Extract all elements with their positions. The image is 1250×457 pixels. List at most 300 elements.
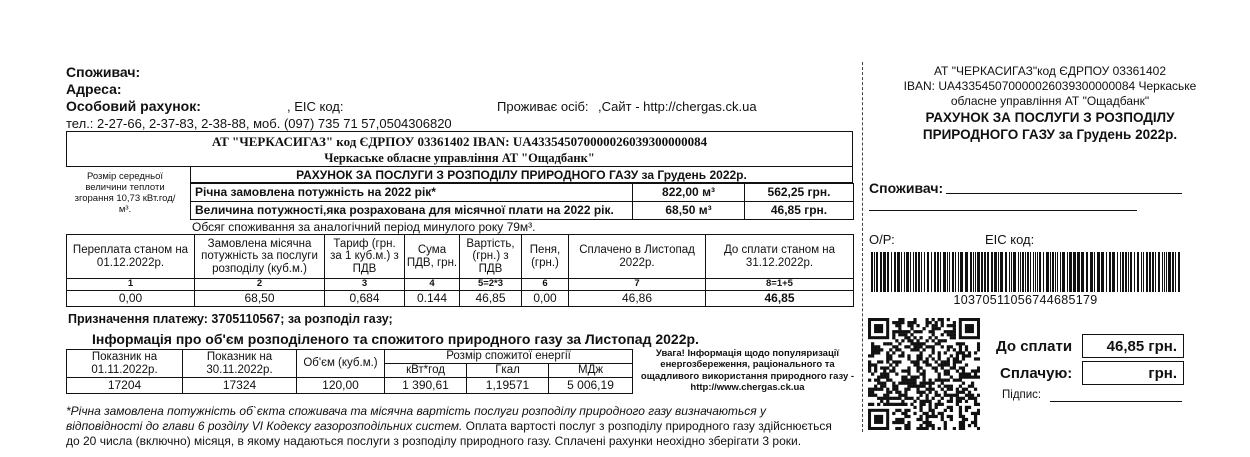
qr-module xyxy=(907,354,910,357)
barcode-bar xyxy=(1039,252,1041,292)
attention-note: Увага! Інформація щодо популяризації енергозбереження, раціонального та ощадливого використання природного газу - http://www.chergas.ck.ua xyxy=(640,348,855,394)
meter-value-row xyxy=(67,378,633,394)
qr-module xyxy=(901,351,904,354)
qr-module xyxy=(932,351,935,354)
qr-module xyxy=(898,330,901,333)
qr-module xyxy=(974,372,977,375)
qr-module xyxy=(889,342,892,345)
barcode-bar xyxy=(1025,252,1026,292)
qr-module xyxy=(919,354,922,357)
qr-module xyxy=(932,412,935,415)
meter-table xyxy=(66,349,633,394)
qr-module xyxy=(904,427,907,430)
stub-bank-line-2: IBAN: UA433545070000026039300000084 Черкаське xyxy=(903,79,1197,93)
address-label: Адреса: xyxy=(66,81,122,97)
qr-module xyxy=(977,345,980,348)
qr-module xyxy=(874,351,877,354)
qr-module xyxy=(938,403,941,406)
qr-module xyxy=(956,351,959,354)
qr-module xyxy=(938,327,941,330)
qr-module xyxy=(916,427,919,430)
qr-module xyxy=(956,388,959,391)
stub-title-line-2: ПРИРОДНОГО ГАЗУ за Грудень 2022р. xyxy=(922,126,1178,142)
qr-module xyxy=(953,360,956,363)
qr-module xyxy=(919,345,922,348)
qr-module xyxy=(953,363,956,366)
qr-module xyxy=(907,379,910,382)
qr-module xyxy=(938,363,941,366)
qr-module xyxy=(898,382,901,385)
qr-module xyxy=(926,418,929,421)
qr-module xyxy=(977,369,980,372)
qr-module xyxy=(874,394,877,397)
qr-module xyxy=(874,385,877,388)
qr-module xyxy=(916,339,919,342)
qr-module xyxy=(938,394,941,397)
stub-paying-input[interactable] xyxy=(1082,361,1184,385)
qr-module xyxy=(929,321,932,324)
qr-module xyxy=(895,388,898,391)
qr-module xyxy=(971,369,974,372)
qr-module xyxy=(944,360,947,363)
residents-label: Проживає осіб: xyxy=(497,99,589,114)
qr-module xyxy=(938,412,941,415)
header-to-pay: До сплати станом на 31.12.2022р. xyxy=(706,235,854,279)
qr-module xyxy=(956,391,959,394)
qr-module xyxy=(950,415,953,418)
qr-module xyxy=(922,372,925,375)
qr-module xyxy=(956,397,959,400)
qr-module xyxy=(877,360,880,363)
qr-module xyxy=(904,345,907,348)
barcode-bar xyxy=(1134,252,1135,292)
barcode-bar xyxy=(977,252,980,292)
barcode-bar xyxy=(924,252,925,292)
qr-module xyxy=(916,360,919,363)
qr-module xyxy=(883,342,886,345)
qr-module xyxy=(953,321,956,324)
barcode-bar xyxy=(998,252,999,292)
qr-module xyxy=(898,394,901,397)
barcode-bar xyxy=(1057,252,1058,292)
barcode-bar xyxy=(1164,252,1165,292)
qr-module xyxy=(892,421,895,424)
qr-module xyxy=(974,412,977,415)
barcode-bar xyxy=(1130,252,1132,292)
qr-module xyxy=(889,391,892,394)
qr-module xyxy=(932,409,935,412)
header-energy: Розмір спожитої енергії xyxy=(385,350,633,364)
qr-module xyxy=(886,360,889,363)
value-to-pay: 46,85 xyxy=(706,291,854,307)
qr-module xyxy=(977,366,980,369)
qr-module xyxy=(883,403,886,406)
qr-module xyxy=(941,333,944,336)
qr-module xyxy=(926,388,929,391)
qr-module xyxy=(904,394,907,397)
qr-module xyxy=(965,376,968,379)
qr-module xyxy=(932,327,935,330)
qr-module xyxy=(910,376,913,379)
qr-module xyxy=(968,406,971,409)
barcode-bar xyxy=(987,252,989,292)
qr-module xyxy=(944,372,947,375)
qr-module xyxy=(907,397,910,400)
qr-module xyxy=(974,357,977,360)
qr-module xyxy=(947,415,950,418)
barcode-bar xyxy=(1090,252,1093,292)
qr-module xyxy=(950,418,953,421)
qr-module xyxy=(895,397,898,400)
qr-module xyxy=(883,369,886,372)
qr-module xyxy=(919,366,922,369)
qr-module xyxy=(889,348,892,351)
qr-module xyxy=(916,385,919,388)
qr-module xyxy=(935,406,938,409)
qr-module xyxy=(904,330,907,333)
qr-module xyxy=(926,424,929,427)
qr-module xyxy=(901,421,904,424)
qr-module xyxy=(898,354,901,357)
qr-module xyxy=(916,345,919,348)
qr-module xyxy=(886,342,889,345)
charges-number-row xyxy=(67,279,854,291)
qr-module xyxy=(892,333,895,336)
qr-module xyxy=(889,369,892,372)
qr-module xyxy=(929,379,932,382)
barcode-bar xyxy=(901,252,902,292)
barcode-bar xyxy=(915,252,917,292)
qr-module xyxy=(880,397,883,400)
qr-module xyxy=(959,397,962,400)
footnote-line-2 xyxy=(66,419,832,433)
qr-module xyxy=(868,360,871,363)
annual-sum: 562,25 грн. xyxy=(745,184,854,202)
qr-module xyxy=(877,388,880,391)
qr-module xyxy=(895,421,898,424)
qr-module xyxy=(895,348,898,351)
qr-module xyxy=(910,327,913,330)
qr-module xyxy=(944,409,947,412)
barcode-bar xyxy=(1037,252,1038,292)
qr-module xyxy=(919,372,922,375)
qr-module xyxy=(892,369,895,372)
qr-module xyxy=(922,385,925,388)
qr-module xyxy=(895,372,898,375)
qr-module xyxy=(886,372,889,375)
qr-module xyxy=(932,366,935,369)
barcode-bar xyxy=(1158,252,1160,292)
qr-module xyxy=(959,412,962,415)
qr-module xyxy=(944,379,947,382)
qr-module xyxy=(938,379,941,382)
qr-module xyxy=(907,421,910,424)
qr-module xyxy=(919,427,922,430)
barcode-bar xyxy=(937,252,939,292)
qr-module xyxy=(947,330,950,333)
qr-module xyxy=(962,372,965,375)
qr-module xyxy=(877,379,880,382)
qr-module xyxy=(880,388,883,391)
qr-module xyxy=(962,391,965,394)
qr-module xyxy=(874,379,877,382)
barcode-bar xyxy=(1149,252,1151,292)
qr-module xyxy=(892,385,895,388)
qr-module xyxy=(904,369,907,372)
qr-module xyxy=(877,382,880,385)
qr-finder xyxy=(874,415,883,424)
stub-signature-line xyxy=(1050,401,1182,402)
barcode-bar xyxy=(1000,252,1003,292)
qr-module xyxy=(907,324,910,327)
qr-module xyxy=(956,357,959,360)
qr-module xyxy=(974,424,977,427)
qr-module xyxy=(916,366,919,369)
qr-module xyxy=(898,360,901,363)
qr-module xyxy=(935,369,938,372)
qr-module xyxy=(962,354,965,357)
qr-module xyxy=(922,403,925,406)
qr-module xyxy=(968,376,971,379)
qr-module xyxy=(880,366,883,369)
qr-module xyxy=(929,345,932,348)
qr-module xyxy=(901,382,904,385)
qr-module xyxy=(889,379,892,382)
qr-module xyxy=(901,376,904,379)
qr-module xyxy=(883,397,886,400)
qr-module xyxy=(974,415,977,418)
qr-module xyxy=(941,366,944,369)
qr-module xyxy=(971,397,974,400)
qr-module xyxy=(922,360,925,363)
qr-module xyxy=(977,409,980,412)
num-cell: 6 xyxy=(522,279,569,291)
qr-module xyxy=(919,351,922,354)
barcode-bar xyxy=(910,252,911,292)
qr-module xyxy=(868,391,871,394)
qr-module xyxy=(877,397,880,400)
qr-module xyxy=(926,345,929,348)
qr-module xyxy=(947,324,950,327)
qr-module xyxy=(886,354,889,357)
qr-module xyxy=(950,397,953,400)
header-reading-start: Показник на 01.11.2022р. xyxy=(67,350,183,378)
qr-module xyxy=(877,376,880,379)
qr-module xyxy=(880,376,883,379)
qr-module xyxy=(938,357,941,360)
qr-module xyxy=(953,324,956,327)
qr-module xyxy=(965,372,968,375)
qr-module xyxy=(886,388,889,391)
qr-module xyxy=(926,394,929,397)
qr-module xyxy=(910,360,913,363)
qr-module xyxy=(883,382,886,385)
qr-module xyxy=(868,388,871,391)
barcode-bar xyxy=(943,252,946,292)
qr-module xyxy=(910,397,913,400)
qr-module xyxy=(895,418,898,421)
qr-module xyxy=(910,382,913,385)
qr-module xyxy=(898,409,901,412)
barcode-bar xyxy=(1009,252,1010,292)
annual-row xyxy=(191,184,854,202)
qr-module xyxy=(919,385,922,388)
qr-module xyxy=(947,388,950,391)
qr-module xyxy=(950,406,953,409)
qr-module xyxy=(974,421,977,424)
monthly-sum: 46,85 грн. xyxy=(745,202,854,220)
qr-module xyxy=(901,418,904,421)
qr-module xyxy=(953,366,956,369)
stub-to-pay-label: До сплати xyxy=(996,338,1073,355)
barcode-bar xyxy=(1035,252,1036,292)
header-paid: Сплачено в Листопад 2022р. xyxy=(569,235,706,279)
barcode-bar xyxy=(1043,252,1044,292)
qr-module xyxy=(913,345,916,348)
qr-module xyxy=(904,412,907,415)
qr-module xyxy=(938,376,941,379)
barcode-bar xyxy=(887,252,889,292)
qr-module xyxy=(922,382,925,385)
bill-title-box xyxy=(190,167,853,183)
header-volume: Об'єм (куб.м.) xyxy=(297,350,385,378)
qr-module xyxy=(871,388,874,391)
qr-module xyxy=(922,379,925,382)
qr-module xyxy=(901,321,904,324)
footnote-line-1: *Річна замовлена потужність об`єкта споживача та місячна вартість послуги розподілу природного газу визначаються у xyxy=(66,404,766,418)
num-cell: 1 xyxy=(67,279,195,291)
qr-module xyxy=(886,400,889,403)
qr-module xyxy=(895,345,898,348)
qr-module xyxy=(916,330,919,333)
header-overpayment: Переплата станом на 01.12.2022р. xyxy=(67,235,195,279)
qr-module xyxy=(871,345,874,348)
qr-module xyxy=(944,369,947,372)
qr-module xyxy=(962,427,965,430)
qr-module xyxy=(904,391,907,394)
value-penalty: 0,00 xyxy=(522,291,569,307)
qr-module xyxy=(974,397,977,400)
qr-module xyxy=(929,403,932,406)
barcode-bar xyxy=(871,252,873,292)
monthly-row xyxy=(191,202,854,220)
qr-module xyxy=(941,379,944,382)
qr-module xyxy=(919,400,922,403)
qr-module xyxy=(926,363,929,366)
barcode-bar xyxy=(1050,252,1051,292)
qr-module xyxy=(922,400,925,403)
barcode-bar xyxy=(1033,252,1034,292)
qr-module xyxy=(916,376,919,379)
barcode-bar xyxy=(1128,252,1129,292)
stub-bank-block xyxy=(870,64,1230,144)
qr-module xyxy=(868,354,871,357)
qr-module xyxy=(904,388,907,391)
qr-module xyxy=(965,409,968,412)
qr-module xyxy=(913,363,916,366)
qr-module xyxy=(959,366,962,369)
qr-module xyxy=(950,345,953,348)
qr-module xyxy=(935,403,938,406)
qr-module xyxy=(898,397,901,400)
qr-module xyxy=(868,366,871,369)
qr-module xyxy=(935,327,938,330)
qr-module xyxy=(929,330,932,333)
stub-eic-label: ЕІС код: xyxy=(985,232,1035,247)
value-mj: 5 006,19 xyxy=(549,378,633,394)
qr-module xyxy=(953,348,956,351)
qr-module xyxy=(938,351,941,354)
qr-module xyxy=(974,369,977,372)
charges-value-row xyxy=(67,291,854,307)
qr-module xyxy=(904,397,907,400)
footnote-line-3: до 20 числа (включно) місяця, в якому надаються послуги з розподілу природного газу. Сплачені рахунки неохідно зберігати 3 роки. xyxy=(66,434,802,448)
qr-module xyxy=(919,409,922,412)
qr-module xyxy=(919,357,922,360)
qr-module xyxy=(941,345,944,348)
qr-module xyxy=(959,406,962,409)
qr-module xyxy=(941,412,944,415)
barcode-bar xyxy=(952,252,954,292)
barcode-bar xyxy=(1122,252,1124,292)
qr-module xyxy=(916,388,919,391)
qr-module xyxy=(919,382,922,385)
qr-module xyxy=(959,376,962,379)
qr-code xyxy=(868,318,980,430)
qr-module xyxy=(941,403,944,406)
barcode-bar xyxy=(897,252,900,292)
qr-module xyxy=(883,366,886,369)
qr-module xyxy=(935,321,938,324)
qr-module xyxy=(910,385,913,388)
qr-module xyxy=(977,427,980,430)
qr-module xyxy=(895,330,898,333)
qr-module xyxy=(965,363,968,366)
qr-module xyxy=(919,391,922,394)
qr-module xyxy=(874,366,877,369)
qr-module xyxy=(959,391,962,394)
qr-module xyxy=(971,376,974,379)
qr-module xyxy=(977,376,980,379)
num-cell: 2 xyxy=(195,279,325,291)
qr-module xyxy=(871,342,874,345)
qr-module xyxy=(883,376,886,379)
qr-module xyxy=(892,360,895,363)
qr-module xyxy=(932,318,935,321)
qr-module xyxy=(916,363,919,366)
qr-module xyxy=(959,372,962,375)
qr-module xyxy=(974,403,977,406)
qr-module xyxy=(929,424,932,427)
barcode-bar xyxy=(1005,252,1007,292)
qr-module xyxy=(895,321,898,324)
site-link: ,Сайт - http://chergas.ck.ua xyxy=(598,99,757,114)
qr-module xyxy=(871,391,874,394)
qr-module xyxy=(968,351,971,354)
qr-module xyxy=(910,403,913,406)
qr-module xyxy=(926,382,929,385)
qr-module xyxy=(932,415,935,418)
barcode-bar xyxy=(1060,252,1061,292)
qr-module xyxy=(929,388,932,391)
qr-module xyxy=(919,394,922,397)
qr-module xyxy=(959,385,962,388)
qr-module xyxy=(950,394,953,397)
qr-module xyxy=(877,348,880,351)
value-volume: 120,00 xyxy=(297,378,385,394)
qr-module xyxy=(907,321,910,324)
qr-module xyxy=(953,333,956,336)
